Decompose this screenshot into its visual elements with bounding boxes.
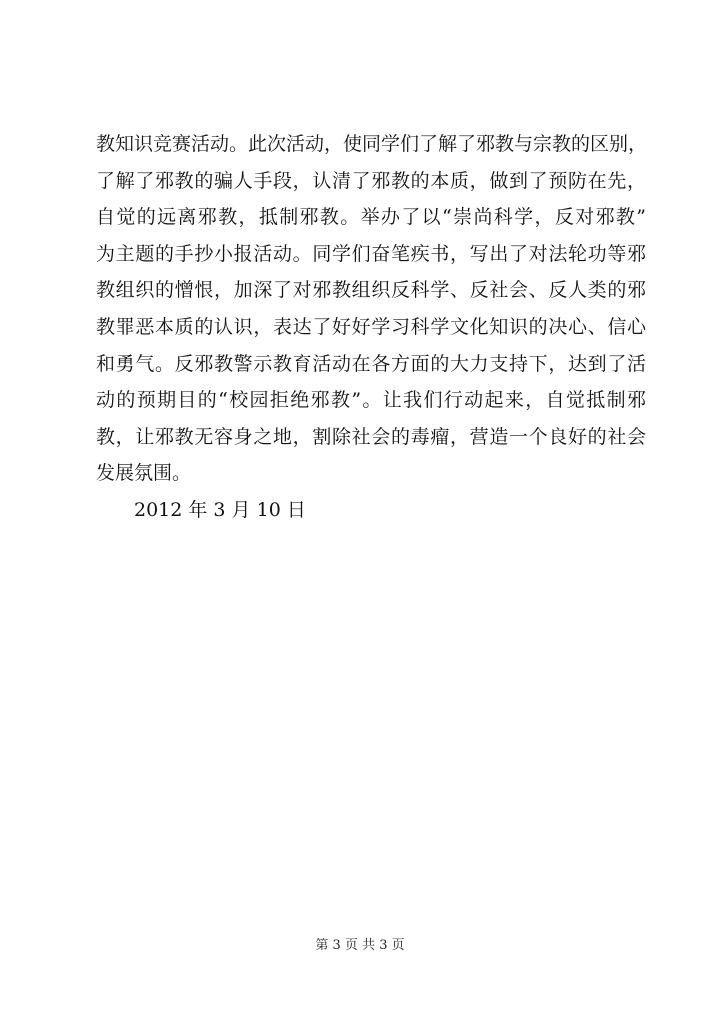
text-line: 了解了邪教的骗人手段，认清了邪教的本质，做到了预防在先，: [96, 169, 646, 192]
text-line: 动的预期目的“校园拒绝邪教”。让我们行动起来，自觉抵制邪: [96, 389, 646, 412]
text-line: 教知识竞赛活动。此次活动，使同学们了解了邪教与宗教的区别，: [96, 133, 648, 155]
text-line: 教组织的憎恨，加深了对邪教组织反科学、反社会、反人类的邪: [96, 279, 646, 302]
text-line: 为主题的手抄小报活动。同学们奋笔疾书，写出了对法轮功等邪: [96, 242, 646, 265]
body-text: [96, 126, 646, 529]
document-date: 2012 年 3 月 10 日: [134, 498, 306, 521]
text-line: 发展氛围。: [96, 462, 192, 485]
page-footer: [0, 937, 720, 955]
text-line: 自觉的远离邪教，抵制邪教。举办了以“崇尚科学，反对邪教”: [96, 206, 646, 229]
text-line: 教罪恶本质的认识，表达了好好学习科学文化知识的决心、信心: [96, 315, 646, 338]
text-line: 和勇气。反邪教警示教育活动在各方面的大力支持下，达到了活: [96, 352, 646, 375]
text-line: 教，让邪教无容身之地，割除社会的毒瘤，营造一个良好的社会: [96, 425, 646, 448]
page-number: 第 3 页 共 3 页: [315, 938, 405, 953]
